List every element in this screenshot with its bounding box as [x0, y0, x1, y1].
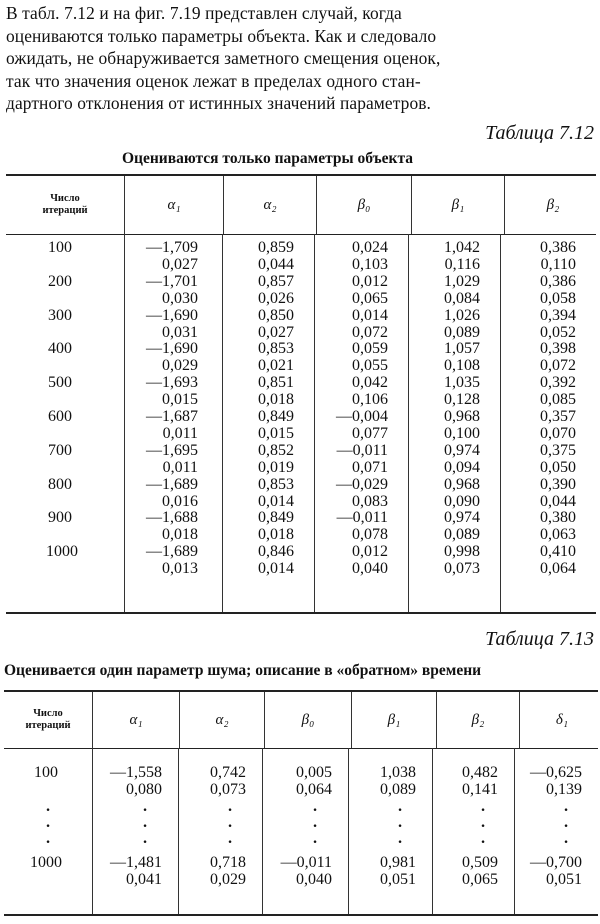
iteration-count: 800	[48, 475, 72, 493]
table-row-estimate	[6, 510, 596, 527]
std-dev-value: 0,030	[162, 289, 198, 307]
estimate-value: —1,690	[146, 340, 198, 358]
table-row-std-dev	[6, 325, 596, 342]
std-dev-value: 0,019	[258, 458, 294, 476]
estimate-value: —1,687	[146, 408, 198, 425]
estimate-value: 0,398	[540, 340, 576, 358]
std-dev-value: 0,016	[162, 492, 198, 510]
iteration-spacer	[6, 257, 124, 274]
table1	[6, 174, 596, 614]
std-dev-value: 0,011	[162, 458, 198, 476]
std-dev-value: 0,011	[162, 424, 198, 442]
ellipsis-dot: ·	[312, 818, 318, 835]
ellipsis-dot: ·	[312, 834, 318, 851]
table-row-estimate	[6, 274, 596, 291]
std-dev-value: 0,029	[162, 357, 198, 375]
ellipsis-dot: ·	[45, 818, 51, 835]
table-row-estimate	[6, 477, 596, 494]
ellipsis-dot: ·	[227, 818, 233, 835]
estimate-value: —1,481	[110, 854, 162, 871]
std-dev-value: 0,040	[352, 560, 388, 578]
std-dev-value: 0,015	[258, 424, 294, 442]
estimate-value: 0,005	[296, 764, 332, 781]
paragraph-line: В табл. 7.12 и на фиг. 7.19 представлен случай, когда	[6, 3, 402, 23]
estimate-value: 0,482	[462, 764, 498, 781]
std-dev-value: 0,108	[444, 357, 480, 375]
table-row-estimate	[6, 375, 596, 392]
ellipsis-row	[4, 836, 598, 850]
ellipsis-dot: ·	[563, 834, 569, 851]
intro-paragraph	[6, 2, 598, 115]
std-dev-value: 0,090	[444, 492, 480, 510]
iteration-spacer	[6, 392, 124, 409]
col-header-alpha2: α₂	[223, 176, 316, 234]
std-dev-value: 0,116	[444, 255, 480, 273]
table-row-estimate	[4, 854, 598, 871]
ellipsis-dot: ·	[563, 818, 569, 835]
estimate-value: 1,057	[444, 340, 480, 358]
col-header-beta1: β₁	[411, 176, 504, 234]
iteration-spacer	[6, 460, 124, 477]
std-dev-value: 0,100	[444, 424, 480, 442]
table-row-estimate	[6, 544, 596, 561]
iteration-count: 600	[48, 408, 72, 425]
estimate-value: 1,042	[444, 239, 480, 256]
ellipsis-dot: ·	[227, 834, 233, 851]
std-dev-value: 0,055	[352, 357, 388, 375]
std-dev-value: 0,072	[352, 323, 388, 341]
std-dev-value: 0,071	[352, 458, 388, 476]
std-dev-value: 0,018	[162, 526, 198, 544]
std-dev-value: 0,070	[540, 424, 576, 442]
estimate-value: —0,004	[336, 408, 388, 425]
estimate-value: 0,981	[380, 854, 416, 871]
std-dev-value: 0,021	[258, 357, 294, 375]
table-row-estimate	[6, 308, 596, 325]
iter-header-line: итераций	[42, 205, 88, 216]
estimate-value: 0,974	[444, 441, 480, 459]
iter-header-line: итераций	[25, 720, 71, 731]
table-row-estimate	[6, 443, 596, 460]
estimate-value: 0,357	[540, 408, 576, 425]
estimate-value: —0,011	[336, 441, 388, 459]
estimate-value: 0,968	[444, 475, 480, 493]
ellipsis-dot: ·	[312, 802, 318, 819]
std-dev-value: 0,040	[296, 871, 332, 888]
table2	[4, 690, 598, 916]
std-dev-value: 0,094	[444, 458, 480, 476]
ellipsis-dot: ·	[142, 802, 148, 819]
iteration-count: 200	[48, 272, 72, 290]
estimate-value: 0,853	[258, 340, 294, 358]
table-row-estimate	[6, 341, 596, 358]
std-dev-value: 0,051	[546, 871, 582, 888]
iteration-count: 100	[48, 239, 72, 256]
iteration-spacer	[6, 561, 124, 578]
ellipsis-dot: ·	[142, 834, 148, 851]
iteration-spacer	[6, 426, 124, 443]
std-dev-value: 0,085	[540, 391, 576, 409]
iteration-count: 100	[34, 764, 58, 781]
table1-caption: Таблица 7.12	[485, 122, 594, 144]
std-dev-value: 0,089	[380, 781, 416, 798]
estimate-value: 0,012	[352, 272, 388, 290]
estimate-value: —0,011	[280, 854, 332, 871]
iteration-count: 900	[48, 509, 72, 527]
estimate-value: 0,968	[444, 408, 480, 425]
estimate-value: 0,392	[540, 374, 576, 392]
iteration-count: 400	[48, 340, 72, 358]
table1-header	[6, 176, 596, 235]
estimate-value: 0,849	[258, 509, 294, 527]
table1-title: Оцениваются только параметры объекта	[122, 150, 414, 167]
std-dev-value: 0,041	[126, 871, 162, 888]
table-row-estimate	[4, 764, 598, 781]
estimate-value: 0,375	[540, 441, 576, 459]
std-dev-value: 0,018	[258, 391, 294, 409]
iteration-spacer	[6, 494, 124, 511]
ellipsis-row	[4, 820, 598, 834]
std-dev-value: 0,058	[540, 289, 576, 307]
estimate-value: 0,386	[540, 239, 576, 256]
col-header-alpha2: α₂	[179, 692, 264, 748]
std-dev-value: 0,103	[352, 255, 388, 273]
col-header-beta2: β₂	[504, 176, 600, 234]
paragraph-line: ожидать, не обнаруживается заметного смещения оценок,	[6, 48, 441, 68]
estimate-value: 0,012	[352, 543, 388, 561]
iteration-spacer	[6, 291, 124, 308]
std-dev-value: 0,050	[540, 458, 576, 476]
estimate-value: —1,695	[146, 441, 198, 459]
estimate-value: —0,029	[336, 475, 388, 493]
iteration-count: 700	[48, 441, 72, 459]
table-row-std-dev	[6, 257, 596, 274]
iteration-spacer	[4, 871, 92, 888]
std-dev-value: 0,013	[162, 560, 198, 578]
estimate-value: —0,625	[530, 764, 582, 781]
std-dev-value: 0,073	[210, 781, 246, 798]
std-dev-value: 0,073	[444, 560, 480, 578]
col-header-beta1: β₁	[351, 692, 436, 748]
iteration-count: 300	[48, 306, 72, 324]
ellipsis-dot: ·	[45, 802, 51, 819]
iteration-spacer	[6, 358, 124, 375]
estimate-value: 1,038	[380, 764, 416, 781]
std-dev-value: 0,083	[352, 492, 388, 510]
std-dev-value: 0,026	[258, 289, 294, 307]
iter-header	[6, 176, 124, 234]
std-dev-value: 0,031	[162, 323, 198, 341]
table-row-std-dev	[6, 392, 596, 409]
table-row-std-dev	[6, 561, 596, 578]
estimate-value: 0,042	[352, 374, 388, 392]
col-header-beta0: β₀	[264, 692, 351, 748]
table2-caption: Таблица 7.13	[485, 628, 594, 650]
iteration-count: 1000	[46, 543, 78, 561]
ellipsis-dot: ·	[397, 818, 403, 835]
std-dev-value: 0,027	[258, 323, 294, 341]
estimate-value: 0,742	[210, 764, 246, 781]
std-dev-value: 0,063	[540, 526, 576, 544]
std-dev-value: 0,089	[444, 323, 480, 341]
estimate-value: —1,689	[146, 543, 198, 561]
std-dev-value: 0,027	[162, 255, 198, 273]
estimate-value: —1,709	[146, 239, 198, 256]
iter-header-line: Число	[33, 708, 63, 719]
estimate-value: 1,026	[444, 306, 480, 324]
estimate-value: —1,558	[110, 764, 162, 781]
estimate-value: —1,701	[146, 272, 198, 290]
table-row-std-dev	[4, 781, 598, 798]
ellipsis-dot: ·	[45, 834, 51, 851]
estimate-value: 1,035	[444, 374, 480, 392]
estimate-value: 0,390	[540, 475, 576, 493]
ellipsis-dot: ·	[142, 818, 148, 835]
iteration-spacer	[6, 325, 124, 342]
std-dev-value: 0,072	[540, 357, 576, 375]
estimate-value: 0,851	[258, 374, 294, 392]
estimate-value: —0,700	[530, 854, 582, 871]
estimate-value: —1,693	[146, 374, 198, 392]
iteration-count: 500	[48, 374, 72, 392]
ellipsis-dot: ·	[480, 834, 486, 851]
table-row-std-dev	[6, 358, 596, 375]
table-row-std-dev	[4, 871, 598, 888]
estimate-value: 0,853	[258, 475, 294, 493]
std-dev-value: 0,141	[462, 781, 498, 798]
table2-title: Оценивается один параметр шума; описание в «обратном» времени	[4, 662, 482, 679]
std-dev-value: 0,110	[540, 255, 576, 273]
std-dev-value: 0,015	[162, 391, 198, 409]
std-dev-value: 0,084	[444, 289, 480, 307]
estimate-value: —1,688	[146, 509, 198, 527]
std-dev-value: 0,128	[444, 391, 480, 409]
col-header-beta0: β₀	[316, 176, 411, 234]
table2-header	[4, 692, 598, 749]
paragraph-line: так что значения оценок лежат в пределах одного стан-	[6, 70, 421, 91]
std-dev-value: 0,077	[352, 424, 388, 442]
table-row-std-dev	[6, 494, 596, 511]
iteration-count: 1000	[30, 854, 62, 871]
iteration-spacer	[4, 781, 92, 798]
iter-header-line: Число	[50, 193, 80, 204]
std-dev-value: 0,065	[352, 289, 388, 307]
estimate-value: 0,850	[258, 306, 294, 324]
table-row-std-dev	[6, 291, 596, 308]
iter-header	[4, 692, 92, 748]
iteration-spacer	[6, 527, 124, 544]
estimate-value: —0,011	[336, 509, 388, 527]
estimate-value: 0,024	[352, 239, 388, 256]
std-dev-value: 0,078	[352, 526, 388, 544]
estimate-value: 0,394	[540, 306, 576, 324]
estimate-value: 0,974	[444, 509, 480, 527]
std-dev-value: 0,018	[258, 526, 294, 544]
estimate-value: 0,410	[540, 543, 576, 561]
col-header-delta1: δ₁	[519, 692, 600, 748]
estimate-value: 0,846	[258, 543, 294, 561]
std-dev-value: 0,014	[258, 492, 294, 510]
estimate-value: 0,014	[352, 306, 388, 324]
estimate-value: 0,059	[352, 340, 388, 358]
std-dev-value: 0,051	[380, 871, 416, 888]
paragraph-line: дартного отклонения от истинных значений параметров.	[6, 93, 431, 113]
ellipsis-dot: ·	[480, 818, 486, 835]
std-dev-value: 0,029	[210, 871, 246, 888]
std-dev-value: 0,044	[258, 255, 294, 273]
estimate-value: 0,859	[258, 239, 294, 256]
estimate-value: 0,857	[258, 272, 294, 290]
table-row-std-dev	[6, 426, 596, 443]
paragraph-line: оцениваются только параметры объекта. Как и следовало	[6, 25, 437, 46]
table-row-std-dev	[6, 460, 596, 477]
std-dev-value: 0,080	[126, 781, 162, 798]
table-row-estimate	[6, 240, 596, 257]
estimate-value: 0,998	[444, 543, 480, 561]
ellipsis-dot: ·	[227, 802, 233, 819]
ellipsis-row	[4, 804, 598, 818]
estimate-value: —1,690	[146, 306, 198, 324]
std-dev-value: 0,044	[540, 492, 576, 510]
std-dev-value: 0,014	[258, 560, 294, 578]
ellipsis-dot: ·	[563, 802, 569, 819]
std-dev-value: 0,106	[352, 391, 388, 409]
std-dev-value: 0,139	[546, 781, 582, 798]
estimate-value: 0,380	[540, 509, 576, 527]
estimate-value: 0,849	[258, 408, 294, 425]
ellipsis-dot: ·	[397, 834, 403, 851]
col-header-alpha1: α₁	[124, 176, 223, 234]
estimate-value: 1,029	[444, 272, 480, 290]
col-header-alpha1: α₁	[92, 692, 179, 748]
estimate-value: 0,718	[210, 854, 246, 871]
table-row-estimate	[6, 409, 596, 426]
table-row-std-dev	[6, 527, 596, 544]
ellipsis-dot: ·	[397, 802, 403, 819]
std-dev-value: 0,065	[462, 871, 498, 888]
estimate-value: 0,852	[258, 441, 294, 459]
std-dev-value: 0,064	[296, 781, 332, 798]
estimate-value: —1,689	[146, 475, 198, 493]
estimate-value: 0,386	[540, 272, 576, 290]
ellipsis-dot: ·	[480, 802, 486, 819]
col-header-beta2: β₂	[436, 692, 519, 748]
estimate-value: 0,509	[462, 854, 498, 871]
std-dev-value: 0,089	[444, 526, 480, 544]
std-dev-value: 0,052	[540, 323, 576, 341]
std-dev-value: 0,064	[540, 560, 576, 578]
